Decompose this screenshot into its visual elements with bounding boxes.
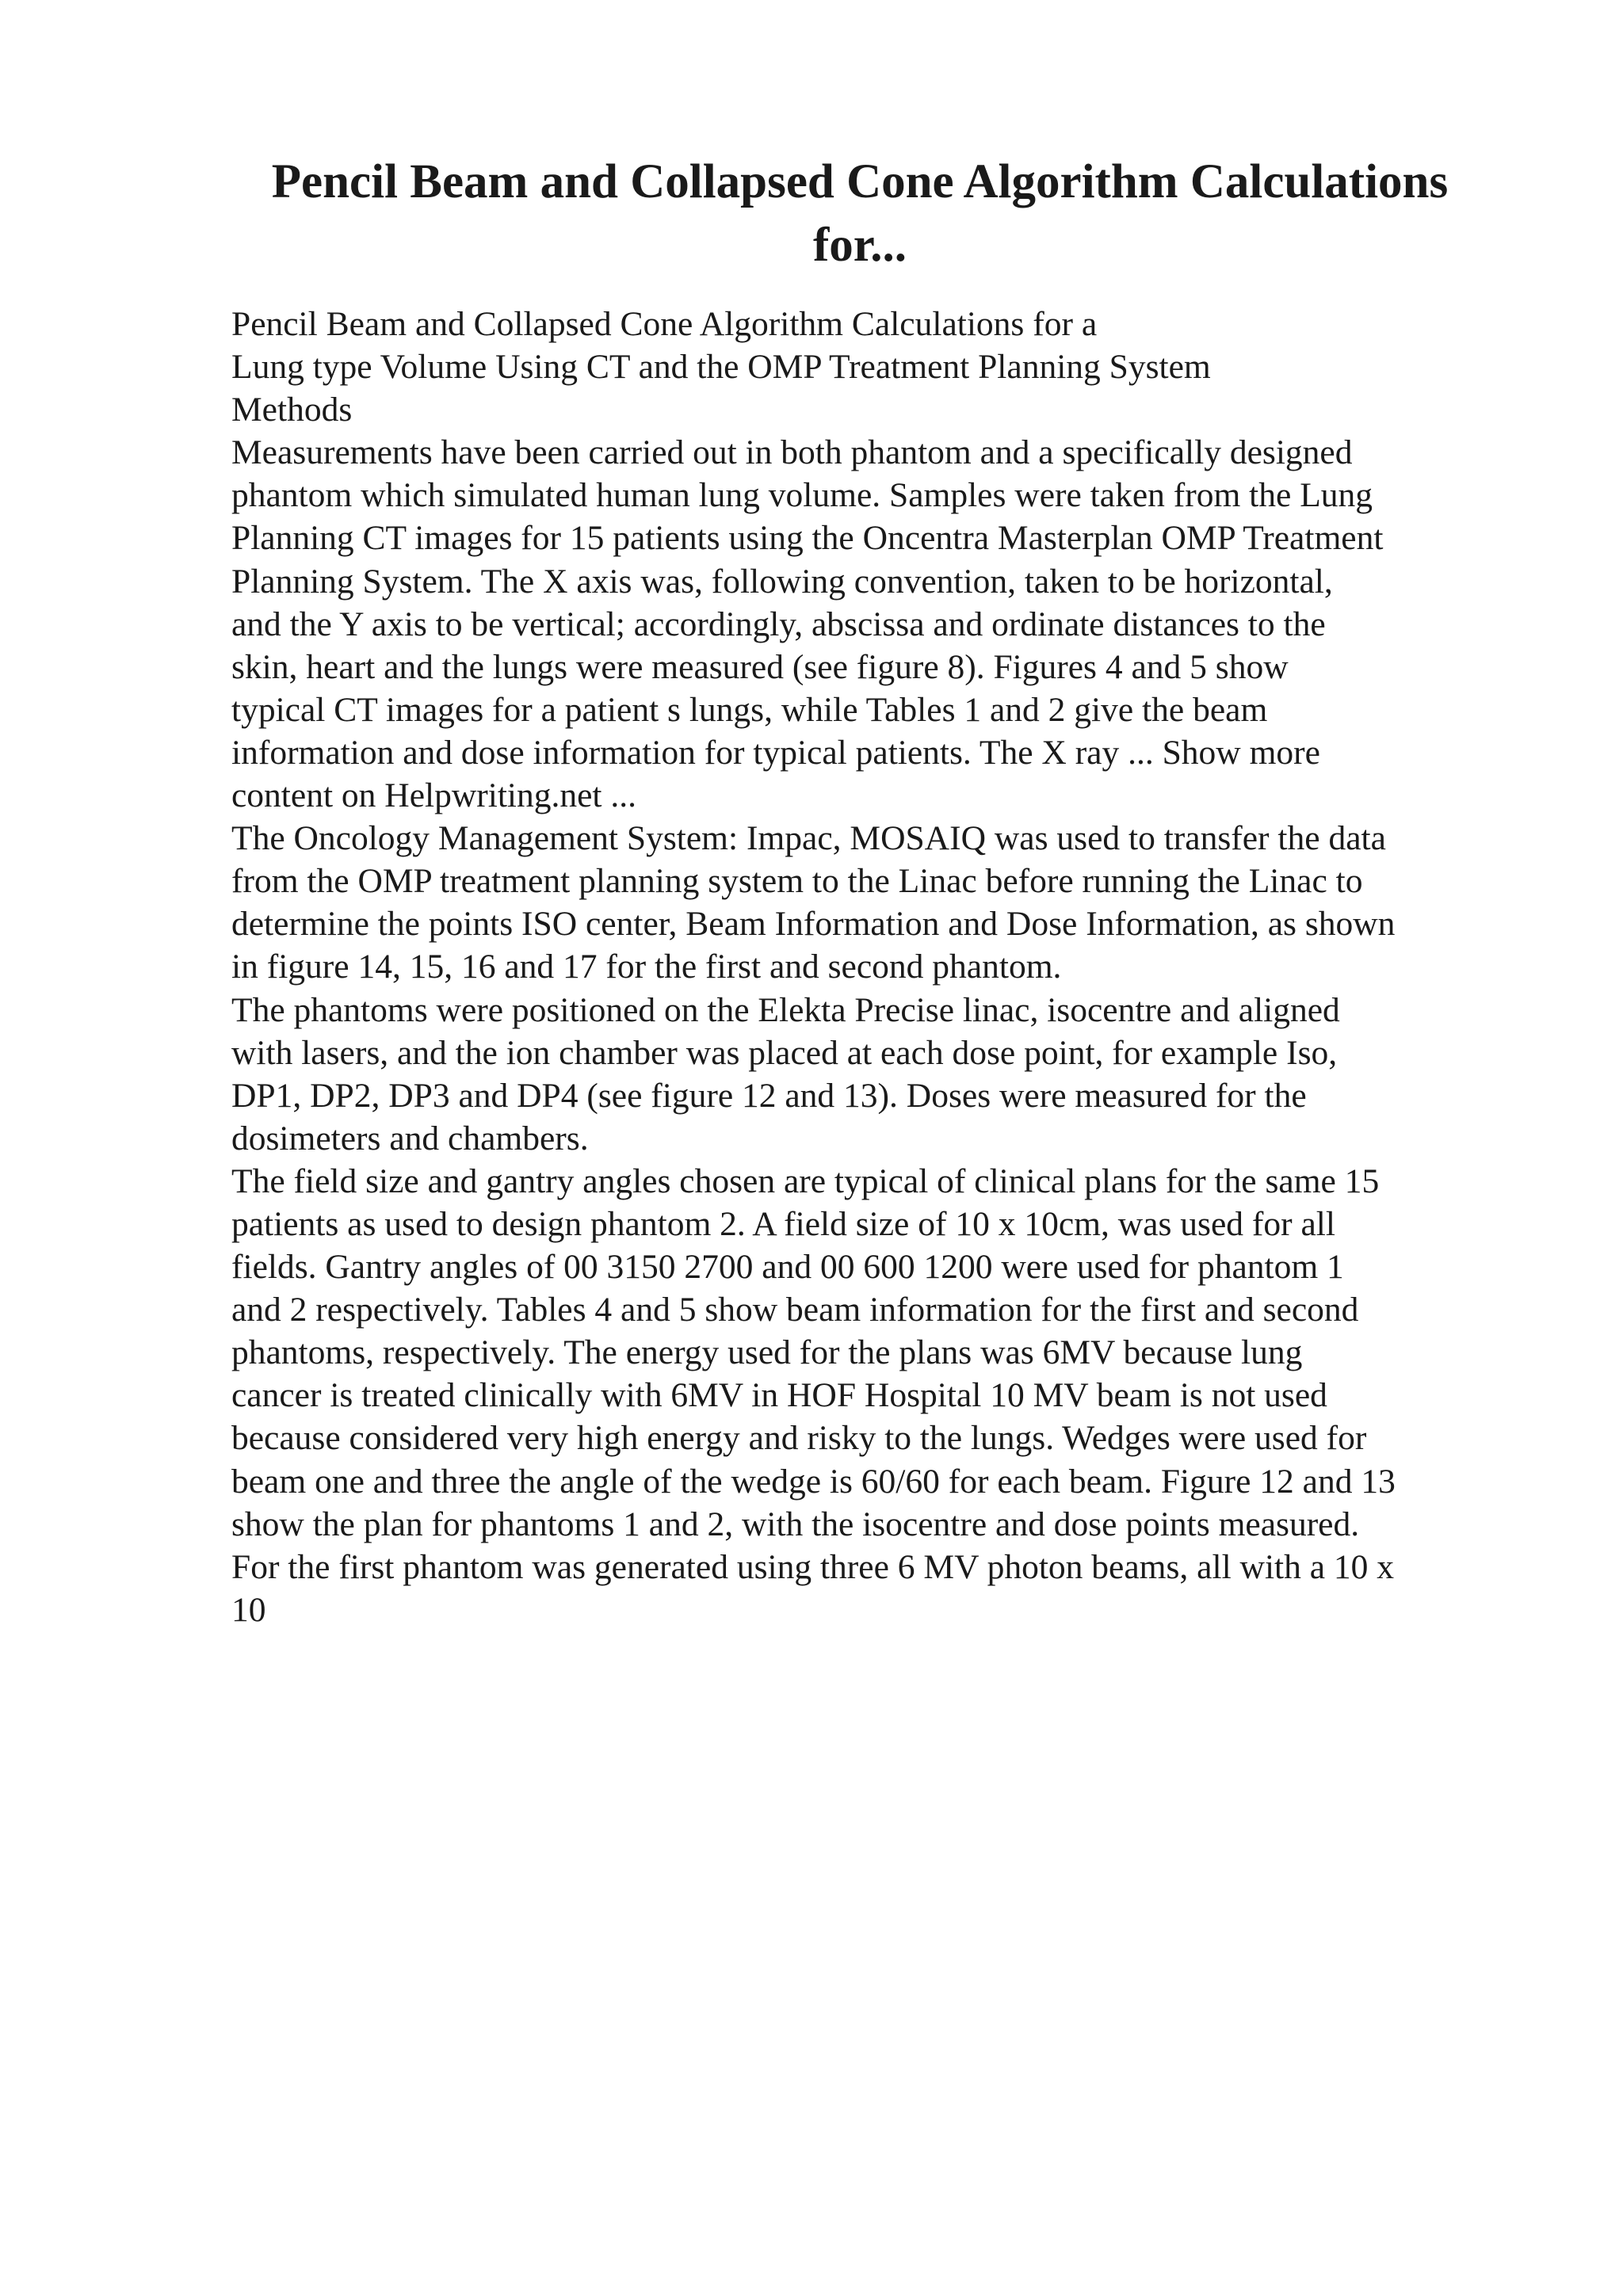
body-text-line: For the first phantom was generated using three 6 MV photon beams, all with a 10 x [231, 1547, 1395, 1586]
body-text-line: in figure 14, 15, 16 and 17 for the first and second phantom. [231, 948, 1062, 986]
body-text-line: and the Y axis to be vertical; accordingly, abscissa and ordinate distances to the [231, 605, 1326, 643]
body-text-line: The phantoms were positioned on the Elekta Precise linac, isocentre and aligned [231, 990, 1340, 1029]
body-text-line: Measurements have been carried out in both phantom and a specifically designed [231, 433, 1353, 472]
body-text-line: from the OMP treatment planning system to the Linac before running the Linac to [231, 862, 1363, 901]
body-text-line: show the plan for phantoms 1 and 2, with the isocentre and dose points measured. [231, 1505, 1360, 1543]
body-text-line: Planning System. The X axis was, following convention, taken to be horizontal, [231, 562, 1333, 601]
body-text-line: information and dose information for typical patients. The X ray ... Show more [231, 733, 1320, 772]
body-text-line: content on Helpwriting.net ... [231, 776, 637, 815]
body-text-line: 10 [231, 1590, 266, 1629]
body-text-line: fields. Gantry angles of 00 3150 2700 and 00 600 1200 were used for phantom 1 [231, 1248, 1344, 1287]
body-text-line: Planning CT images for 15 patients using the Oncentra Masterplan OMP Treatment [231, 519, 1384, 558]
document-body [231, 303, 1515, 1631]
body-text-line: beam one and three the angle of the wedge is 60/60 for each beam. Figure 12 and 13 [231, 1462, 1396, 1501]
body-text-line: DP1, DP2, DP3 and DP4 (see figure 12 and 13). Doses were measured for the [231, 1076, 1307, 1115]
body-text-line: skin, heart and the lungs were measured (see figure 8). Figures 4 and 5 show [231, 647, 1289, 686]
body-text-line: Pencil Beam and Collapsed Cone Algorithm Calculations for a [231, 305, 1098, 343]
body-text-line: Methods [231, 391, 353, 429]
title-line-2: for... [812, 219, 907, 272]
body-text-line: Lung type Volume Using CT and the OMP Treatment Planning System [231, 348, 1211, 387]
body-text-line: with lasers, and the ion chamber was placed at each dose point, for example Iso, [231, 1033, 1338, 1072]
body-text-line: phantom which simulated human lung volume. Samples were taken from the Lung [231, 476, 1373, 515]
body-text-line: dosimeters and chambers. [231, 1119, 589, 1158]
body-text-line: typical CT images for a patient s lungs, while Tables 1 and 2 give the beam [231, 690, 1268, 729]
title-line-1: Pencil Beam and Collapsed Cone Algorithm Calculations [271, 155, 1449, 208]
body-text-line: cancer is treated clinically with 6MV in HOF Hospital 10 MV beam is not used [231, 1376, 1327, 1415]
body-text-line: patients as used to design phantom 2. A field size of 10 x 10cm, was used for all [231, 1204, 1335, 1243]
document-title [230, 151, 1490, 277]
body-text-line: because considered very high energy and risky to the lungs. Wedges were used for [231, 1419, 1367, 1458]
body-text-line: determine the points ISO center, Beam Information and Dose Information, as shown [231, 905, 1396, 944]
body-text-line: phantoms, respectively. The energy used for the plans was 6MV because lung [231, 1333, 1303, 1372]
body-text-line: and 2 respectively. Tables 4 and 5 show beam information for the first and second [231, 1291, 1359, 1329]
body-text-line: The Oncology Management System: Impac, MOSAIQ was used to transfer the data [231, 819, 1386, 858]
body-text-line: The field size and gantry angles chosen are typical of clinical plans for the same 15 [231, 1161, 1380, 1200]
